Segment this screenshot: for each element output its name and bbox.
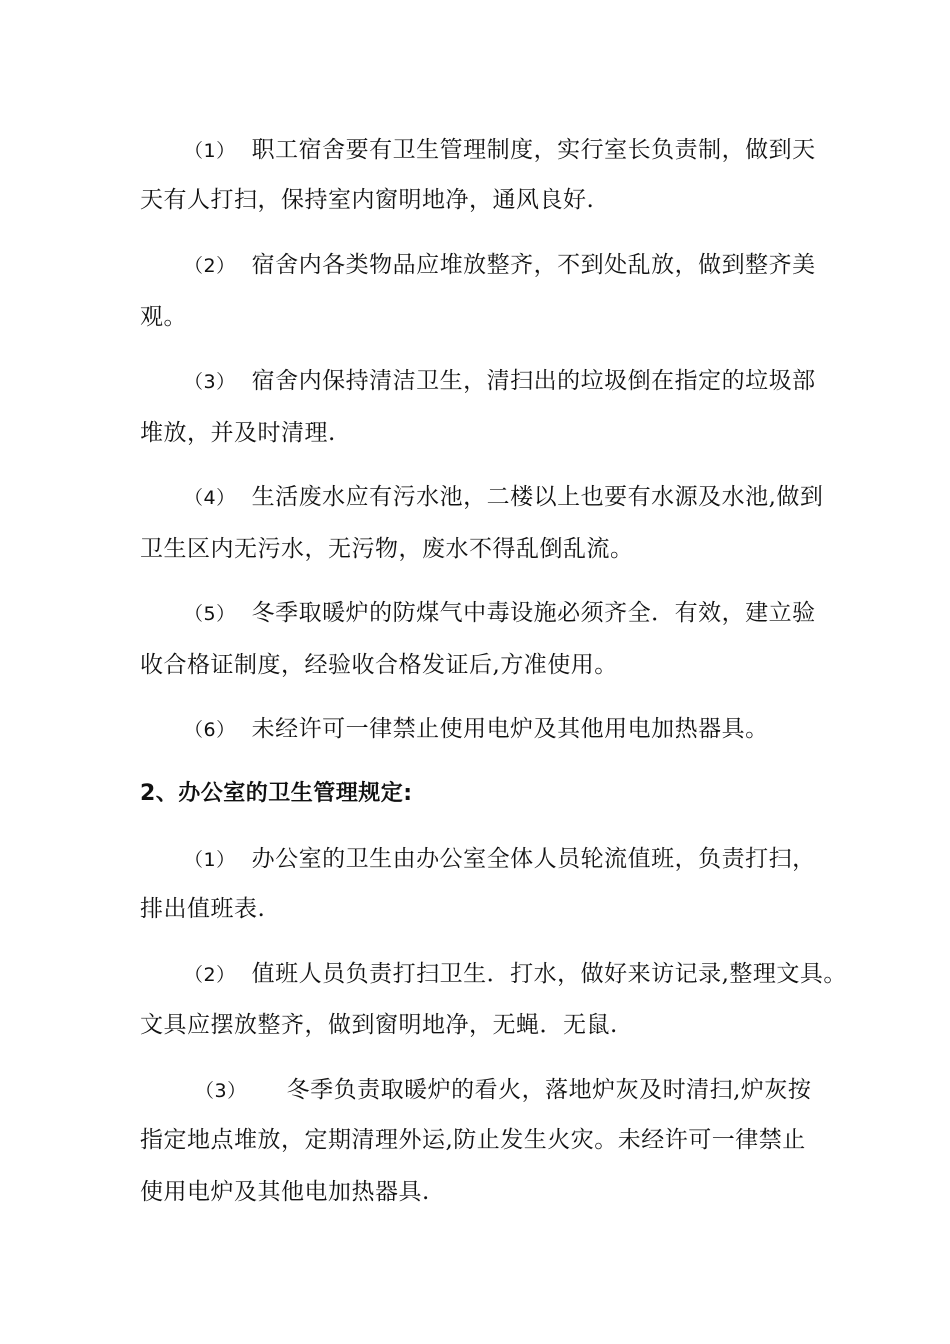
office-item-3-line-1 [195, 1075, 885, 1106]
item-number: （5） [184, 603, 236, 625]
item-number: （1） [184, 140, 236, 162]
item-6-line-1 [184, 714, 874, 745]
item-4-line-2: 卫生区内无污水，无污物，废水不得乱倒乱流。 [140, 536, 634, 562]
item-3-line-2: 堆放，并及时清理. [140, 420, 336, 446]
office-item-3-line-2: 指定地点堆放，定期清理外运,防止发生火灾。未经许可一律禁止 [140, 1127, 806, 1153]
office-item-1-line-2: 排出值班表. [140, 896, 266, 922]
item-2-line-2: 观。 [140, 304, 187, 330]
item-text: 值班人员负责打扫卫生．打水，做好来访记录,整理文具。 [251, 961, 847, 987]
item-number: （6） [184, 719, 236, 741]
item-number: （2） [184, 255, 236, 277]
section-2-heading: 2、办公室的卫生管理规定: [140, 781, 413, 806]
item-5-line-2: 收合格证制度，经验收合格发证后,方准使用。 [140, 652, 618, 678]
item-1-line-2: 天有人打扫，保持室内窗明地净，通风良好. [140, 187, 595, 213]
office-item-1-line-1 [184, 844, 874, 875]
item-5-line-1 [184, 598, 874, 629]
item-text: 未经许可一律禁止使用电炉及其他用电加热器具。 [251, 716, 769, 742]
item-number: （1） [184, 849, 236, 871]
item-number: （3） [195, 1080, 247, 1102]
item-4-line-1 [184, 482, 874, 513]
item-2-line-1 [184, 250, 874, 281]
item-number: （2） [184, 964, 236, 986]
item-text: 冬季取暖炉的防煤气中毒设施必须齐全．有效，建立验 [251, 600, 816, 626]
item-text: 宿舍内各类物品应堆放整齐，不到处乱放，做到整齐美 [251, 252, 816, 278]
item-text: 宿舍内保持清洁卫生，清扫出的垃圾倒在指定的垃圾部 [251, 368, 816, 394]
item-number: （3） [184, 371, 236, 393]
item-text: 生活废水应有污水池，二楼以上也要有水源及水池,做到 [251, 484, 824, 510]
office-item-3-line-3: 使用电炉及其他电加热器具. [140, 1179, 430, 1205]
item-text: 办公室的卫生由办公室全体人员轮流值班，负责打扫， [251, 846, 816, 872]
item-1-line-1 [184, 135, 874, 166]
item-text: 职工宿舍要有卫生管理制度，实行室长负责制，做到天 [251, 137, 816, 163]
office-item-2-line-1 [184, 959, 874, 990]
item-number: （4） [184, 487, 236, 509]
item-text: 冬季负责取暖炉的看火，落地炉灰及时清扫,炉灰按 [286, 1077, 812, 1103]
item-3-line-1 [184, 366, 874, 397]
office-item-2-line-2: 文具应摆放整齐，做到窗明地净，无蝇．无鼠. [140, 1012, 618, 1038]
